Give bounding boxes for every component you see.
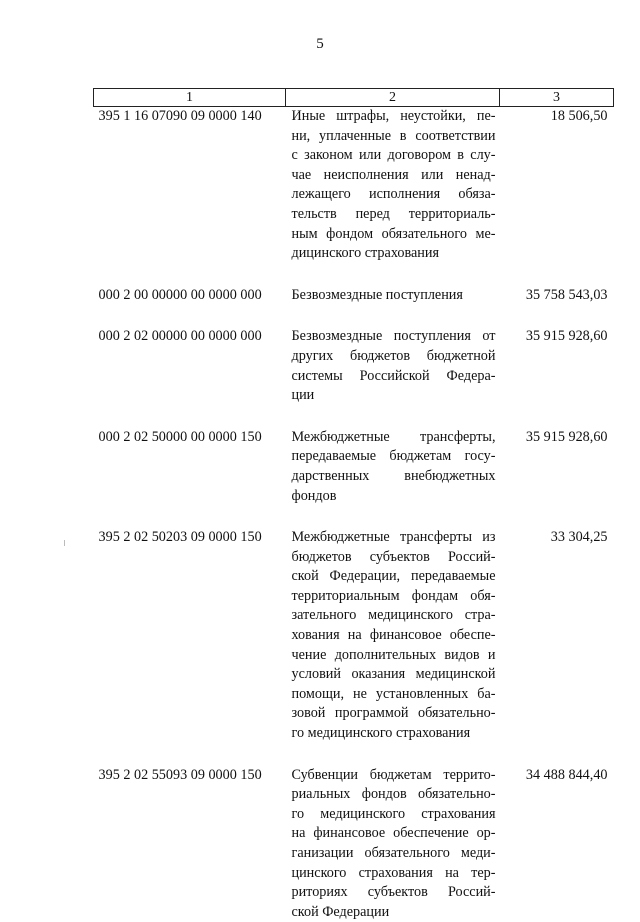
description-line: условий оказания медицинской	[292, 665, 496, 685]
description-line: системы Российской Федера-	[292, 367, 496, 387]
column-header-description: 2	[286, 89, 500, 107]
amount-cell: 35 915 928,60	[500, 327, 614, 405]
description-line: ным фондом обязательного ме-	[292, 225, 496, 245]
description-line: зовой программой обязательно-	[292, 704, 496, 724]
row-spacer	[94, 406, 614, 428]
description-line: хования на финансовое обеспе-	[292, 626, 496, 646]
description-cell	[286, 766, 500, 922]
description-line: бюджетов субъектов Россий-	[292, 548, 496, 568]
column-header-amount: 3	[500, 89, 614, 107]
description-line: ской Федерации	[292, 903, 496, 922]
description-cell	[286, 528, 500, 744]
description-line: зательного медицинского стра-	[292, 606, 496, 626]
description-line: дарственных внебюджетных	[292, 467, 496, 487]
description-line: помощи, не установленных ба-	[292, 685, 496, 705]
row-spacer-cell	[94, 406, 614, 428]
budget-code-cell: 395 2 02 55093 09 0000 150	[94, 766, 286, 922]
description-line: ни, уплаченные в соответствии	[292, 127, 496, 147]
column-header-code: 1	[94, 89, 286, 107]
table-row	[94, 286, 614, 306]
description-line: риториях субъектов Россий-	[292, 883, 496, 903]
description-cell	[286, 286, 500, 306]
table-body	[94, 107, 614, 922]
amount-cell: 18 506,50	[500, 107, 614, 264]
description-line: Межбюджетные трансферты из	[292, 528, 496, 548]
budget-code-cell: 000 2 02 00000 00 0000 000	[94, 327, 286, 405]
description-line: территориальным фондам обя-	[292, 587, 496, 607]
description-line: Субвенции бюджетам террито-	[292, 766, 496, 786]
row-spacer	[94, 264, 614, 286]
row-spacer-cell	[94, 506, 614, 528]
budget-code-cell: 395 2 02 50203 09 0000 150	[94, 528, 286, 744]
description-line: ции	[292, 386, 496, 406]
row-spacer-cell	[94, 264, 614, 286]
budget-code-cell: 000 2 00 00000 00 0000 000	[94, 286, 286, 306]
amount-cell: 35 915 928,60	[500, 428, 614, 506]
description-line: ской Федерации, передаваемые	[292, 567, 496, 587]
description-line: Иные штрафы, неустойки, пе-	[292, 107, 496, 127]
description-cell	[286, 428, 500, 506]
description-line: с законом или договором в слу-	[292, 146, 496, 166]
description-line: чае неисполнения или ненад-	[292, 166, 496, 186]
table-row	[94, 766, 614, 922]
description-line: ганизации обязательного меди-	[292, 844, 496, 864]
amount-cell: 34 488 844,40	[500, 766, 614, 922]
table-row	[94, 528, 614, 744]
description-line: фондов	[292, 487, 496, 507]
description-line: лежащего исполнения обяза-	[292, 185, 496, 205]
description-line: го медицинского страхования	[292, 805, 496, 825]
page-number: 5	[0, 36, 640, 53]
description-line: го медицинского страхования	[292, 724, 496, 744]
row-spacer-cell	[94, 305, 614, 327]
row-spacer-cell	[94, 744, 614, 766]
description-cell	[286, 107, 500, 264]
description-line: риальных фондов обязательно-	[292, 785, 496, 805]
budget-code-cell: 000 2 02 50000 00 0000 150	[94, 428, 286, 506]
description-line: Безвозмездные поступления	[292, 286, 496, 306]
budget-code-cell: 395 1 16 07090 09 0000 140	[94, 107, 286, 264]
description-line: дицинского страхования	[292, 244, 496, 264]
row-spacer	[94, 744, 614, 766]
description-line: на финансовое обеспечение ор-	[292, 824, 496, 844]
table-row	[94, 327, 614, 405]
row-spacer	[94, 305, 614, 327]
amount-cell: 33 304,25	[500, 528, 614, 744]
table-header-row	[94, 89, 614, 107]
amount-cell: 35 758 543,03	[500, 286, 614, 306]
description-line: тельств перед территориаль-	[292, 205, 496, 225]
budget-revenue-table	[93, 88, 614, 922]
description-cell	[286, 327, 500, 405]
table-row	[94, 107, 614, 264]
description-line: передаваемые бюджетам госу-	[292, 447, 496, 467]
row-spacer	[94, 506, 614, 528]
margin-mark	[64, 540, 65, 546]
description-line: чение дополнительных видов и	[292, 646, 496, 666]
description-line: Межбюджетные трансферты,	[292, 428, 496, 448]
description-line: других бюджетов бюджетной	[292, 347, 496, 367]
description-line: цинского страхования на тер-	[292, 864, 496, 884]
description-line: Безвозмездные поступления от	[292, 327, 496, 347]
table-row	[94, 428, 614, 506]
